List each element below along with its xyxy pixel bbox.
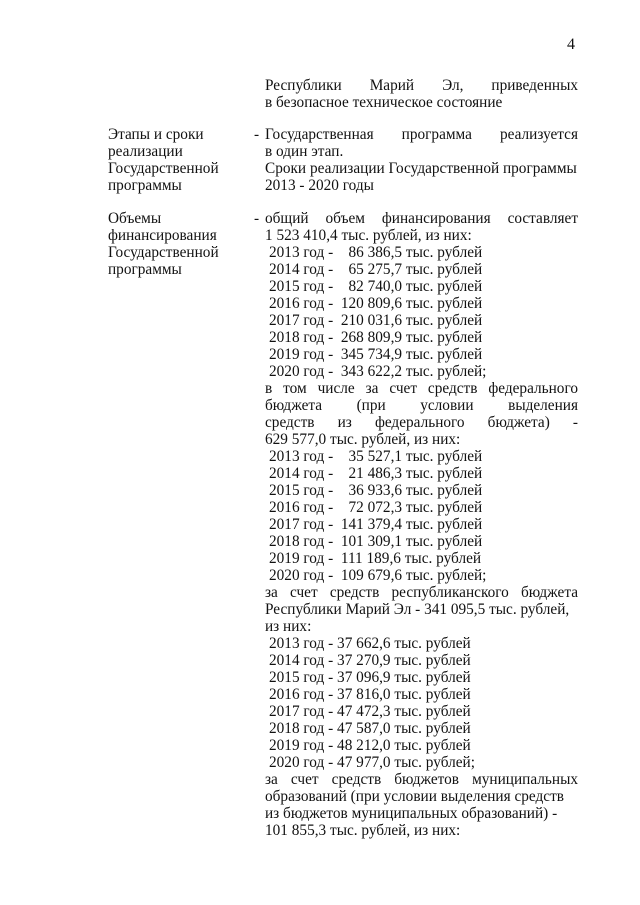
section-label-line: Объемы (108, 210, 162, 227)
year-amount-line: 2017 год - 47 472,3 тыс. рублей (269, 703, 471, 720)
section-text-line: в один этап. (265, 143, 344, 160)
continuation-line: в безопасное техническое состояние (265, 94, 503, 111)
year-amount-line: 2014 год - 37 270,9 тыс. рублей (269, 652, 471, 669)
year-amount-line: 2014 год - 65 275,7 тыс. рублей (269, 261, 483, 278)
section-text-line: Государственная программа реализуется (265, 126, 578, 143)
year-amount-line: 2020 год - 343 622,2 тыс. рублей; (269, 363, 487, 380)
year-amount-line: 2016 год - 120 809,6 тыс. рублей (269, 295, 483, 312)
year-amount-line: 2020 год - 47 977,0 тыс. рублей; (269, 754, 475, 771)
section-text-line: 1 523 410,4 тыс. рублей, из них: (265, 227, 472, 244)
year-amount-line: 2016 год - 72 072,3 тыс. рублей (269, 499, 483, 516)
year-amount-line: 2017 год - 210 031,6 тыс. рублей (269, 312, 483, 329)
section-text-line: средств из федерального бюджета) - (265, 414, 578, 431)
year-amount-line: 2018 год - 47 587,0 тыс. рублей (269, 720, 471, 737)
year-amount-line: 2013 год - 37 662,6 тыс. рублей (269, 635, 471, 652)
year-amount-line: 2015 год - 82 740,0 тыс. рублей (269, 278, 483, 295)
section-dash: - (254, 126, 260, 143)
year-amount-line: 2015 год - 36 933,6 тыс. рублей (269, 482, 483, 499)
section-text-line: 2013 - 2020 годы (265, 177, 374, 194)
section-label-line: Этапы и сроки (108, 126, 204, 143)
section-text-line: за счет средств бюджетов муниципальных (265, 771, 578, 788)
section-dash: - (254, 210, 260, 227)
section-label-line: финансирования (108, 227, 217, 244)
section-text-line: 629 577,0 тыс. рублей, из них: (265, 431, 461, 448)
year-amount-line: 2017 год - 141 379,4 тыс. рублей (269, 516, 483, 533)
year-amount-line: 2019 год - 111 189,6 тыс. рублей (269, 550, 482, 567)
section-text-line: в том числе за счет средств федерального (265, 380, 578, 397)
page-number: 4 (567, 36, 575, 53)
section-label-line: Государственной (108, 160, 219, 177)
section-label-line: программы (108, 177, 182, 194)
section-label-line: реализации (108, 143, 183, 160)
section-label-line: Государственной (108, 244, 219, 261)
year-amount-line: 2014 год - 21 486,3 тыс. рублей (269, 465, 483, 482)
section-text-line: Сроки реализации Государственной программы (265, 160, 577, 177)
year-amount-line: 2013 год - 86 386,5 тыс. рублей (269, 244, 483, 261)
year-amount-line: 2019 год - 345 734,9 тыс. рублей (269, 346, 483, 363)
section-text-line: образований (при условии выделения средств (265, 788, 564, 805)
section-text-line: Республики Марий Эл - 341 095,5 тыс. рублей, (265, 601, 570, 618)
year-amount-line: 2015 год - 37 096,9 тыс. рублей (269, 669, 471, 686)
section-label-line: программы (108, 261, 182, 278)
section-text-line: 101 855,3 тыс. рублей, из них: (265, 822, 461, 839)
section-text-line: общий объем финансирования составляет (265, 210, 578, 227)
continuation-line: Республики Марий Эл, приведенных (265, 77, 578, 94)
section-text-line: из них: (265, 618, 312, 635)
year-amount-line: 2018 год - 101 309,1 тыс. рублей (269, 533, 483, 550)
year-amount-line: 2013 год - 35 527,1 тыс. рублей (269, 448, 483, 465)
year-amount-line: 2016 год - 37 816,0 тыс. рублей (269, 686, 471, 703)
section-text-line: за счет средств республиканского бюджета (265, 584, 578, 601)
year-amount-line: 2019 год - 48 212,0 тыс. рублей (269, 737, 471, 754)
year-amount-line: 2018 год - 268 809,9 тыс. рублей (269, 329, 483, 346)
section-text-line: бюджета (при условии выделения (265, 397, 578, 414)
section-text-line: из бюджетов муниципальных образований) - (265, 805, 558, 822)
year-amount-line: 2020 год - 109 679,6 тыс. рублей; (269, 567, 487, 584)
